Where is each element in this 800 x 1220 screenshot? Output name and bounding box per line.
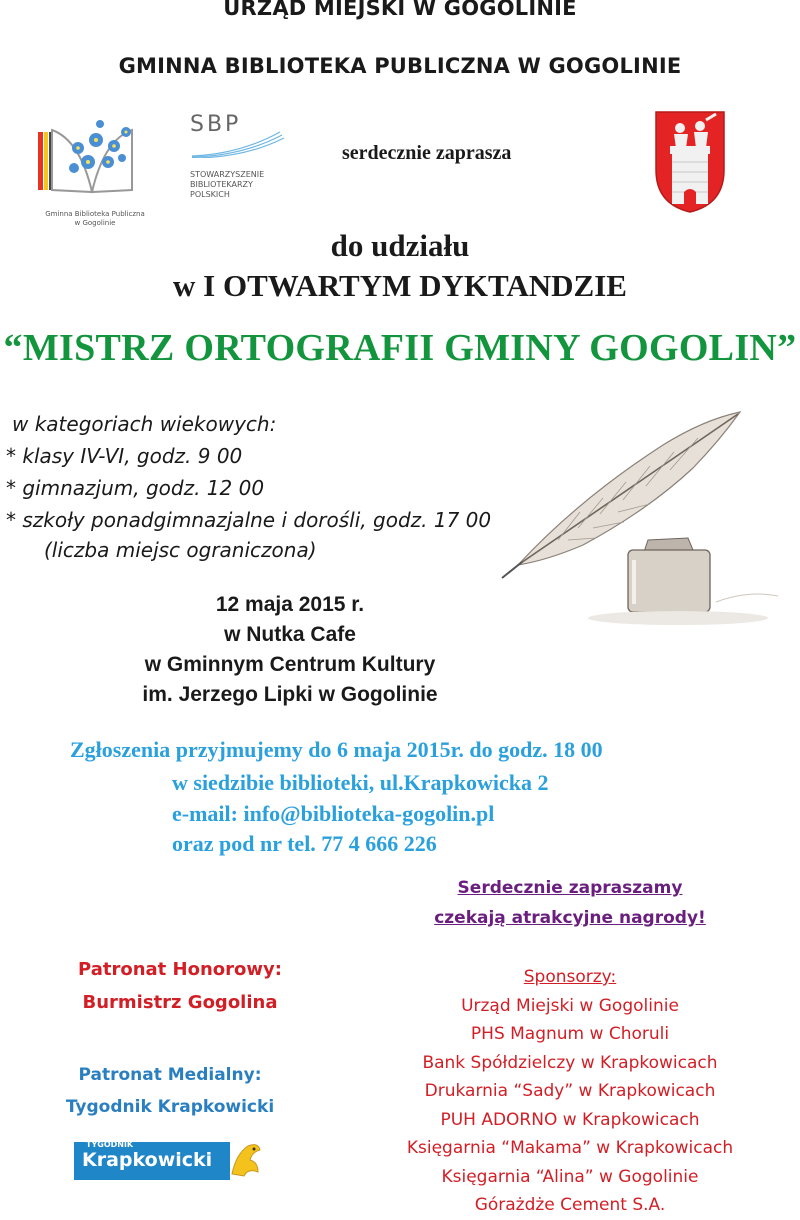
registration-address: w siedzibie biblioteki, ul.Krapkowicka 2 <box>172 770 549 795</box>
library-logo <box>30 110 160 227</box>
library-logo-caption-2: w Gogolinie <box>74 219 116 227</box>
sbp-line-3: POLSKICH <box>190 190 230 199</box>
sponsor-item: Drukarnia “Sady” w Krapkowicach <box>424 1081 716 1101</box>
category-item-3: * szkoły ponadgimnazjalne i dorośli, godz. 17 00 <box>6 508 492 532</box>
registration-phone: oraz pod nr tel. 77 4 666 226 <box>172 831 437 856</box>
sponsor-item: Księgarnia “Makama” w Krapkowicach <box>406 1138 734 1158</box>
sbp-letters: SBP <box>190 112 242 137</box>
sponsor-item: Bank Spółdzielczy w Krapkowicach <box>422 1052 718 1073</box>
sbp-line-1: STOWARZYSZENIE <box>190 170 265 179</box>
cta-line-1: Serdecznie zapraszamy <box>457 878 683 898</box>
event-details <box>100 590 480 710</box>
honorary-patron-label: Patronat Honorowy: <box>78 959 282 980</box>
quill-inkwell-illustration <box>488 390 788 645</box>
sbp-swoosh-icon <box>190 130 285 158</box>
event-date: 12 maja 2015 r. <box>215 593 365 616</box>
event-venue: w Nutka Cafe <box>224 623 356 646</box>
newspaper-logo-title: Krapkowicki <box>82 1149 213 1171</box>
coat-of-arms <box>654 110 726 219</box>
registration-deadline: Zgłoszenia przyjmujemy do 6 maja 2015r. do godz. 18 00 <box>70 737 603 762</box>
sponsor-item: Górażdże Cement S.A. <box>474 1195 666 1215</box>
newspaper-logo <box>74 1136 264 1184</box>
cta-line-2: czekają atrakcyjne nagrody! <box>434 908 706 928</box>
cta-block <box>380 873 760 933</box>
category-item-2: * gimnazjum, godz. 12 00 <box>6 476 265 500</box>
media-patron-label: Patronat Medialny: <box>78 1065 262 1085</box>
contest-title: “MISTRZ ORTOGRAFII GMINY GOGOLIN” <box>3 327 797 369</box>
honorary-patron-name: Burmistrz Gogolina <box>82 992 278 1013</box>
newspaper-logo-small: TYGODNIK <box>86 1140 134 1149</box>
invite-line-1: do udziału <box>330 228 470 263</box>
event-place: w Gminnym Centrum Kultury <box>144 653 436 676</box>
invite-intro: serdecznie zaprasza <box>342 142 512 164</box>
sponsor-item: PHS Magnum w Choruli <box>470 1024 670 1044</box>
sponsors-heading: Sponsorzy: <box>523 967 617 987</box>
event-place-2: im. Jerzego Lipki w Gogolinie <box>142 683 438 706</box>
media-patron-name: Tygodnik Krapkowicki <box>65 1097 275 1117</box>
sponsor-item: PUH ADORNO w Krapkowicach <box>440 1109 700 1130</box>
coat-of-arms-icon <box>654 110 726 214</box>
book-flowers-icon <box>30 110 160 205</box>
sbp-line-2: BIBLIOTEKARZY <box>190 180 253 189</box>
invite-line-2: w I OTWARTYM DYKTANDZIE <box>173 268 627 303</box>
media-patron <box>10 1060 330 1122</box>
quill-icon <box>488 390 788 640</box>
gryphon-icon <box>228 1140 264 1180</box>
header-library: GMINNA BIBLIOTEKA PUBLICZNA W GOGOLINIE <box>118 54 682 78</box>
categories-heading: w kategoriach wiekowych: <box>12 412 277 436</box>
categories-note: (liczba miejsc ograniczona) <box>44 538 317 562</box>
honorary-patron <box>20 955 340 1018</box>
sbp-logo <box>190 112 300 212</box>
sponsor-item: Urząd Miejski w Gogolinie <box>461 995 679 1016</box>
library-logo-caption: Gminna Biblioteka Publiczna <box>45 210 145 218</box>
registration-email: e-mail: info@biblioteka-gogolin.pl <box>172 801 495 826</box>
header-office: URZĄD MIEJSKI W GOGOLINIE <box>223 0 577 20</box>
category-item-1: * klasy IV-VI, godz. 9 00 <box>6 444 243 468</box>
sponsor-item: Księgarnia “Alina” w Gogolinie <box>441 1166 699 1187</box>
sponsors-block <box>370 963 770 1220</box>
